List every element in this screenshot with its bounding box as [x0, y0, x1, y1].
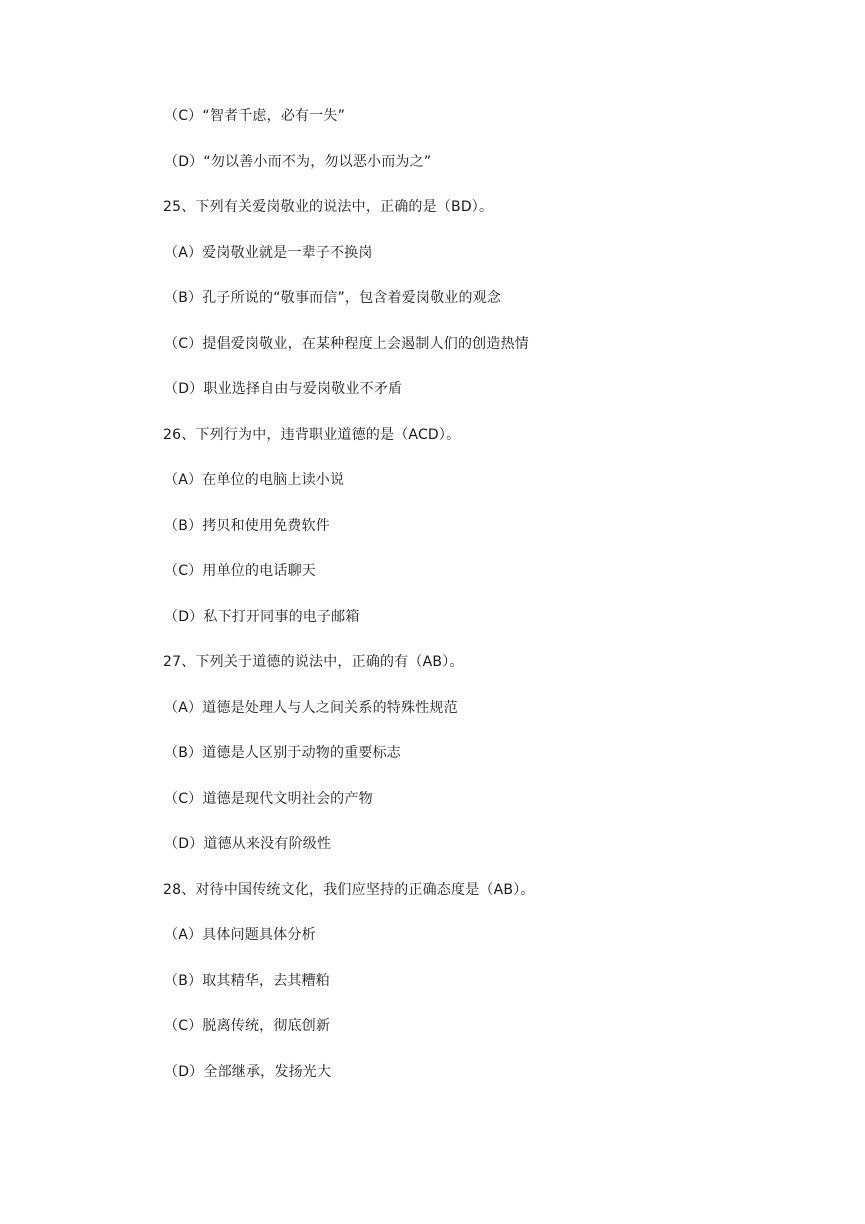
option-line: （C）用单位的电话聊天 [164, 563, 316, 579]
option-line: （D）全部继承，发扬光大 [164, 1064, 332, 1080]
option-line: （B）道德是人区别于动物的重要标志 [164, 745, 402, 761]
question-line: 27、下列关于道德的说法中，正确的有（AB）。 [163, 654, 464, 670]
option-line: （B）拷贝和使用免费软件 [164, 518, 331, 534]
option-line: （D）道德从来没有阶级性 [164, 836, 332, 852]
question-line: 25、下列有关爱岗敬业的说法中，正确的是（BD）。 [163, 199, 494, 215]
option-line: （C）“智者千虑，必有一失” [164, 108, 346, 124]
option-line: （D）职业选择自由与爱岗敬业不矛盾 [164, 381, 403, 397]
option-line: （B）取其精华，去其糟粕 [164, 973, 331, 989]
question-line: 28、对待中国传统文化，我们应坚持的正确态度是（AB）。 [163, 882, 535, 898]
option-line: （C）脱离传统，彻底创新 [164, 1018, 331, 1034]
option-line: （A）爱岗敬业就是一辈子不换岗 [164, 245, 373, 261]
option-line: （B）孔子所说的“敬事而信”，包含着爱岗敬业的观念 [164, 290, 502, 306]
option-line: （D）“勿以善小而不为，勿以恶小而为之” [164, 154, 432, 170]
option-line: （C）提倡爱岗敬业，在某种程度上会遏制人们的创造热情 [164, 336, 529, 352]
option-line: （A）具体问题具体分析 [164, 927, 316, 943]
option-line: （A）道德是处理人与人之间关系的特殊性规范 [164, 700, 458, 716]
option-line: （D）私下打开同事的电子邮箱 [164, 609, 360, 625]
question-line: 26、下列行为中，违背职业道德的是（ACD）。 [163, 427, 461, 443]
option-line: （C）道德是现代文明社会的产物 [164, 791, 373, 807]
option-line: （A）在单位的电脑上读小说 [164, 472, 345, 488]
